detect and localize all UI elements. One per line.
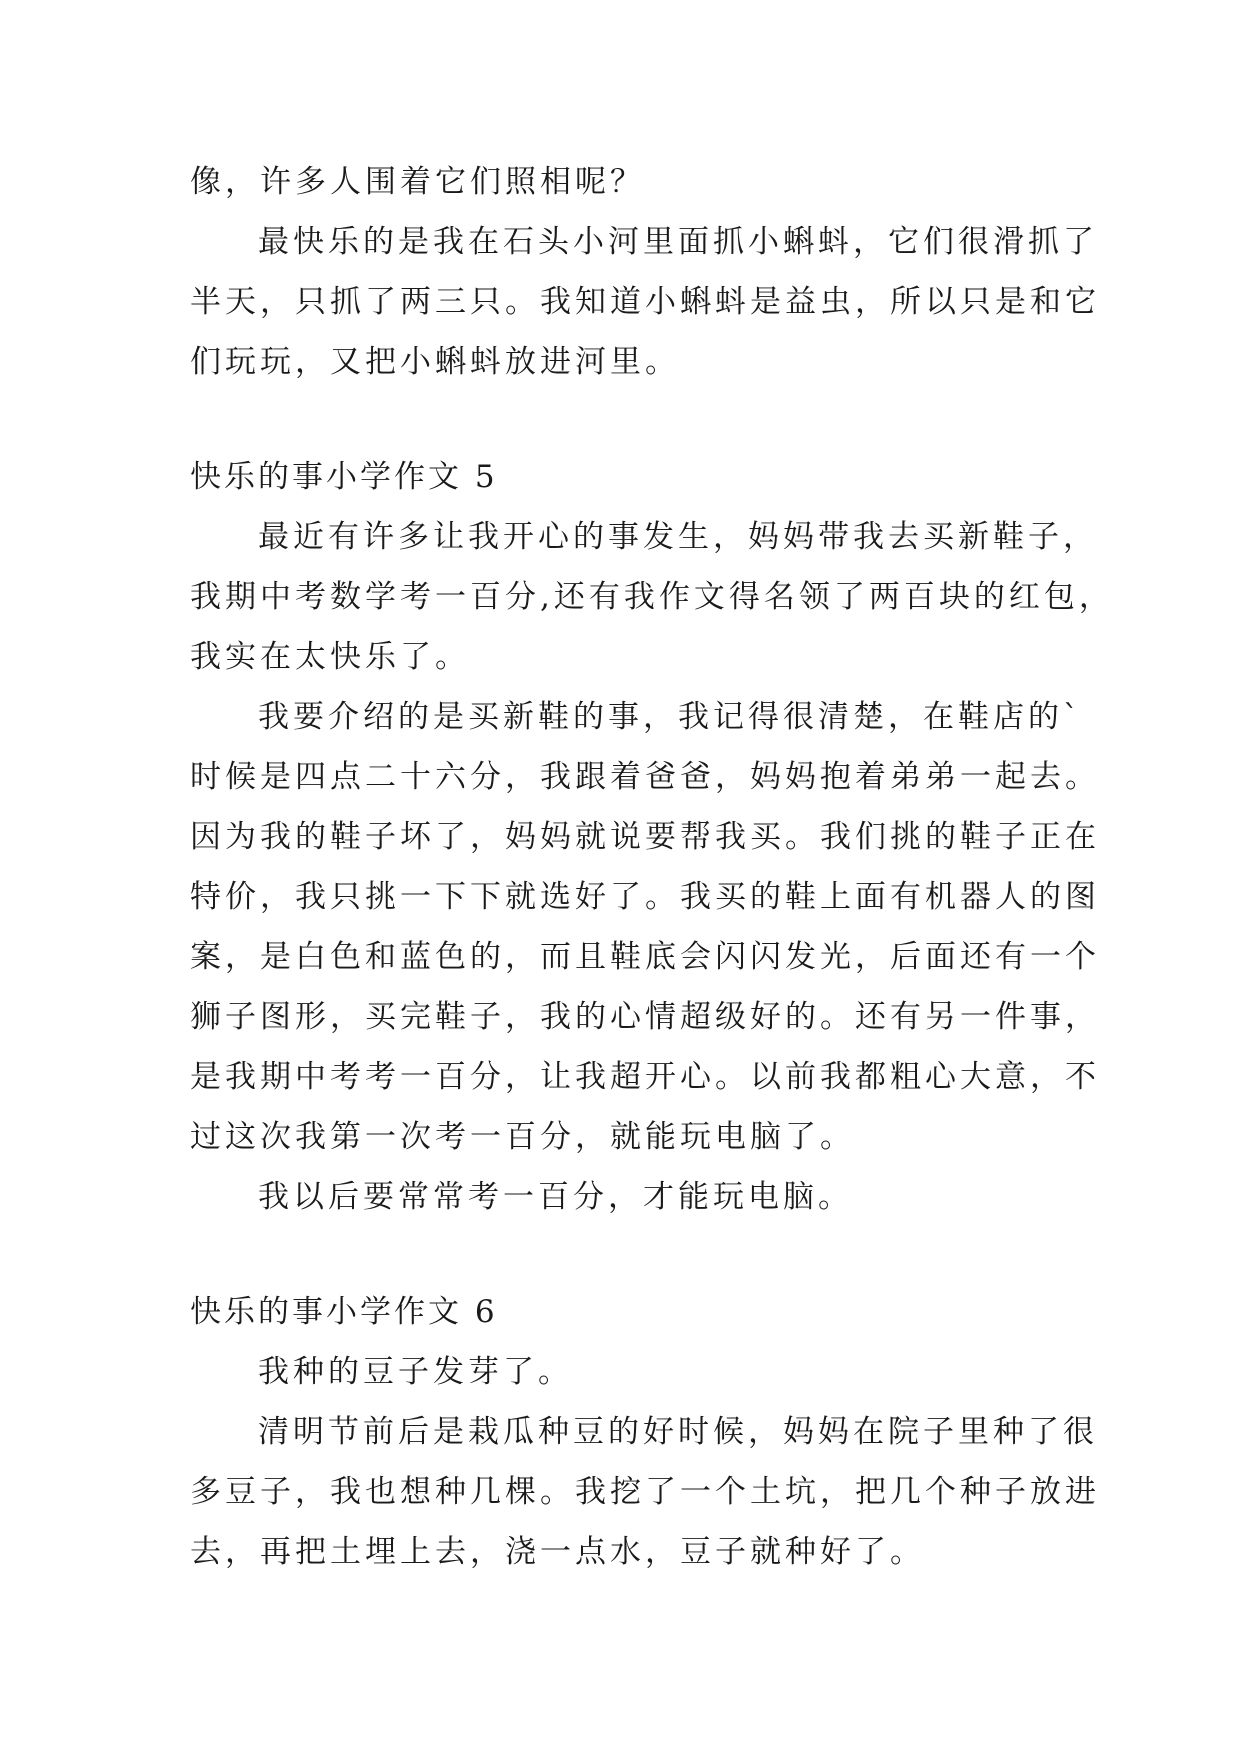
section-gap [190, 1227, 1070, 1282]
section-5-paragraph-3 [190, 1167, 1070, 1227]
paragraph-line: 时候是四点二十六分，我跟着爸爸，妈妈抱着弟弟一起去。 [190, 759, 1100, 795]
paragraph-line: 特价，我只挑一下下就选好了。我买的鞋上面有机器人的图 [190, 879, 1100, 915]
paragraph-line: 半天，只抓了两三只。我知道小蝌蚪是益虫，所以只是和它 [190, 284, 1100, 320]
paragraph-line: 最近有许多让我开心的事发生，妈妈带我去买新鞋子， [258, 519, 1098, 555]
tadpole-paragraph [190, 212, 1100, 392]
paragraph-line: 因为我的鞋子坏了，妈妈就说要帮我买。我们挑的鞋子正在 [190, 819, 1100, 855]
paragraph-line: 我实在太快乐了。 [190, 639, 470, 675]
paragraph-line: 我期中考数学考一百分,还有我作文得名领了两百块的红包， [190, 579, 1114, 615]
continued-paragraph [190, 152, 1070, 212]
section-5-title: 快乐的事小学作文 5 [190, 459, 498, 495]
paragraph-line: 是我期中考考一百分，让我超开心。以前我都粗心大意，不 [190, 1059, 1100, 1095]
section-6-paragraph-1 [190, 1342, 1070, 1402]
paragraph-line: 最快乐的是我在石头小河里面抓小蝌蚪，它们很滑抓了 [258, 224, 1098, 260]
paragraph-line: 我要介绍的是买新鞋的事，我记得很清楚，在鞋店的` [258, 699, 1083, 735]
paragraph-line: 过这次我第一次考一百分，就能玩电脑了。 [190, 1119, 855, 1155]
section-5-paragraph-2 [190, 687, 1100, 1167]
section-6-title: 快乐的事小学作文 6 [190, 1294, 498, 1330]
paragraph-line: 多豆子，我也想种几棵。我挖了一个土坑，把几个种子放进 [190, 1474, 1100, 1510]
paragraph-line: 清明节前后是栽瓜种豆的好时候，妈妈在院子里种了很 [258, 1414, 1098, 1450]
paragraph-line: 狮子图形，买完鞋子，我的心情超级好的。还有另一件事， [190, 999, 1100, 1035]
paragraph-line: 案，是白色和蓝色的，而且鞋底会闪闪发光，后面还有一个 [190, 939, 1100, 975]
paragraph-line: 我以后要常常考一百分，才能玩电脑。 [258, 1179, 853, 1215]
document-body [190, 152, 1114, 1582]
section-6-paragraph-2 [190, 1402, 1100, 1582]
paragraph-line: 们玩玩，又把小蝌蚪放进河里。 [190, 344, 680, 380]
section-gap [190, 392, 1070, 447]
section-5-paragraph-1 [190, 507, 1114, 687]
paragraph-line: 去，再把土埋上去，浇一点水，豆子就种好了。 [190, 1534, 925, 1570]
paragraph-line: 像，许多人围着它们照相呢？ [190, 164, 645, 200]
paragraph-line: 我种的豆子发芽了。 [258, 1354, 573, 1390]
